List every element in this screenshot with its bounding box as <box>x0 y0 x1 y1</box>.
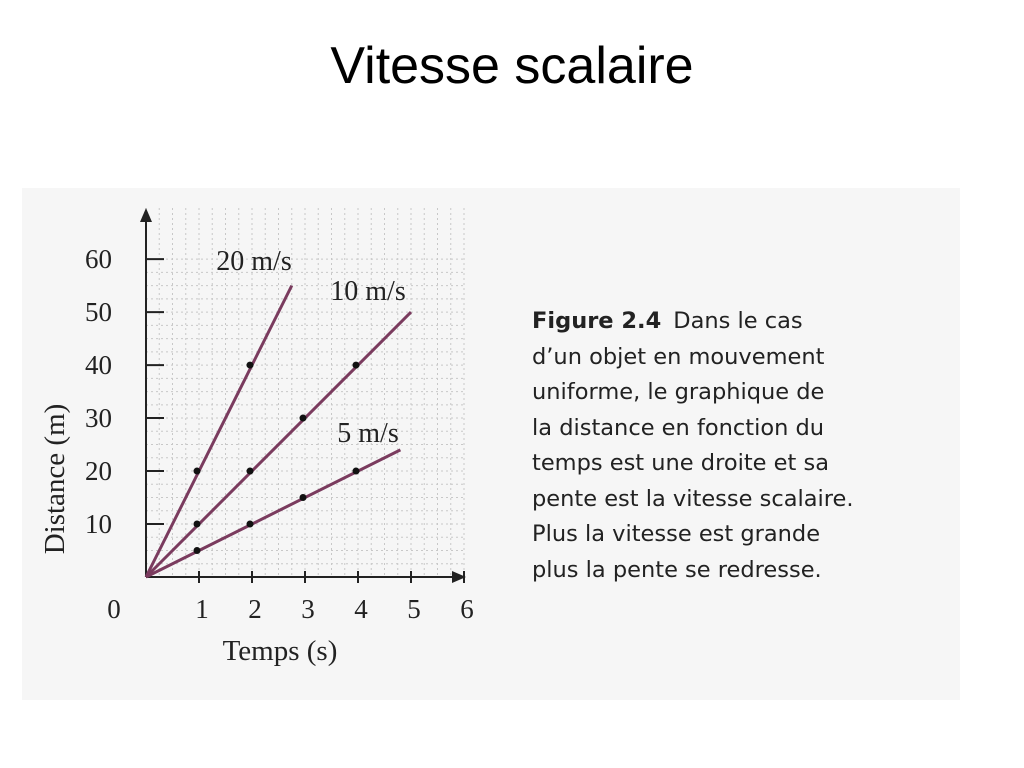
series-label: 20 m/s <box>216 246 292 277</box>
data-point <box>247 521 254 528</box>
x-tick-label: 4 <box>354 594 368 624</box>
data-point <box>300 415 307 422</box>
y-tick-label: 40 <box>85 350 112 381</box>
chart-grid <box>146 208 466 577</box>
figure-panel <box>22 188 960 700</box>
data-point <box>247 468 254 475</box>
data-point <box>353 468 360 475</box>
data-point <box>300 494 307 501</box>
data-point <box>247 362 254 369</box>
y-tick-label: 10 <box>85 509 112 540</box>
y-axis-arrow <box>140 208 152 222</box>
slide-title: Vitesse scalaire <box>330 37 694 95</box>
y-tick-label: 60 <box>85 244 112 275</box>
series-label: 10 m/s <box>330 276 406 307</box>
y-axis-label: Distance (m) <box>39 403 71 555</box>
x-tick-label: 3 <box>301 594 315 624</box>
x-tick-label: 6 <box>460 594 474 624</box>
data-point <box>353 362 360 369</box>
x-tick-label: 2 <box>248 594 262 624</box>
x-axis-label: Temps (s) <box>222 635 338 667</box>
data-point <box>194 468 201 475</box>
y-tick-label: 50 <box>85 297 112 328</box>
data-point <box>194 547 201 554</box>
chart-series <box>146 246 411 577</box>
figure-label: Figure 2.4 <box>532 308 662 334</box>
x-tick-label: 1 <box>195 594 209 624</box>
tick-labels <box>85 244 474 624</box>
figure-caption <box>532 304 952 588</box>
figure-caption-text: Dans le cas d’un objet en mouvement uniforme, le graphique de la distance en fonction du temps est une droite et sa pente est la vitesse scalaire. Plus la vitesse est grande plus la pente se redresse. <box>532 308 854 583</box>
chart-axes <box>140 208 466 583</box>
y-tick-label: 20 <box>85 456 112 487</box>
series-line <box>146 450 400 577</box>
x-tick-label: 5 <box>407 594 421 624</box>
data-point <box>194 521 201 528</box>
y-tick-label: 30 <box>85 403 112 434</box>
series-label: 5 m/s <box>337 418 399 449</box>
x-tick-label: 0 <box>107 594 121 624</box>
